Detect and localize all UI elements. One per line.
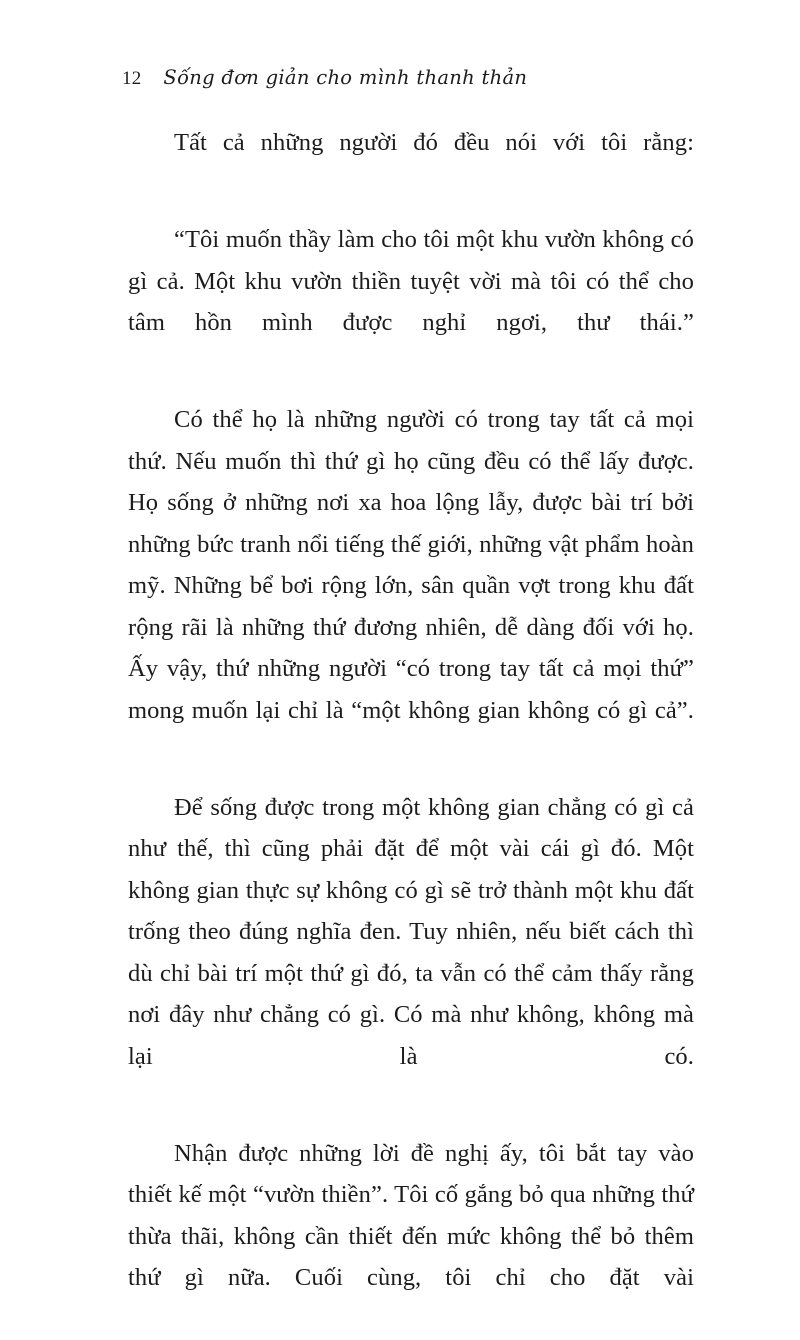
body-text: [128, 122, 694, 1340]
paragraph: Để sống được trong một không gian chẳng có gì cả như thế, thì cũng phải đặt để một vài cái gì đó. Một không gian thực sự không có gì sẽ trở thành một khu đất trống theo đúng nghĩa đen. Tuy nhiên, nếu biết cách thì dù chỉ bài trí một thứ gì đó, ta vẫn có thể cảm thấy rằng nơi đây như chẳng có gì. Có mà như không, không mà lại là có.: [128, 787, 694, 1119]
paragraph: Tất cả những người đó đều nói với tôi rằng:: [128, 122, 694, 205]
running-title: Sống đơn giản cho mình thanh thản: [163, 66, 527, 89]
paragraph: Nhận được những lời đề nghị ấy, tôi bắt tay vào thiết kế một “vườn thiền”. Tôi cố gắng bỏ qua những thứ thừa thãi, không cần thiết đến mức không thể bỏ thêm thứ gì nữa. Cuối cùng, tôi chỉ cho đặt vài: [128, 1133, 694, 1340]
paragraph: “Tôi muốn thầy làm cho tôi một khu vườn không có gì cả. Một khu vườn thiền tuyệt vời mà tôi có thể cho tâm hồn mình được nghỉ ngơi, thư thái.”: [128, 219, 694, 385]
running-head: [122, 66, 682, 90]
page-number: 12: [122, 68, 141, 90]
paragraph: Có thể họ là những người có trong tay tất cả mọi thứ. Nếu muốn thì thứ gì họ cũng đều có thể lấy được. Họ sống ở những nơi xa hoa lộng lẫy, được bài trí bởi những bức tranh nổi tiếng thế giới, những vật phẩm hoàn mỹ. Những bể bơi rộng lớn, sân quần vợt trong khu đất rộng rãi là những thứ đương nhiên, dễ dàng đối với họ. Ấy vậy, thứ những người “có trong tay tất cả mọi thứ” mong muốn lại chỉ là “một không gian không có gì cả”.: [128, 399, 694, 773]
